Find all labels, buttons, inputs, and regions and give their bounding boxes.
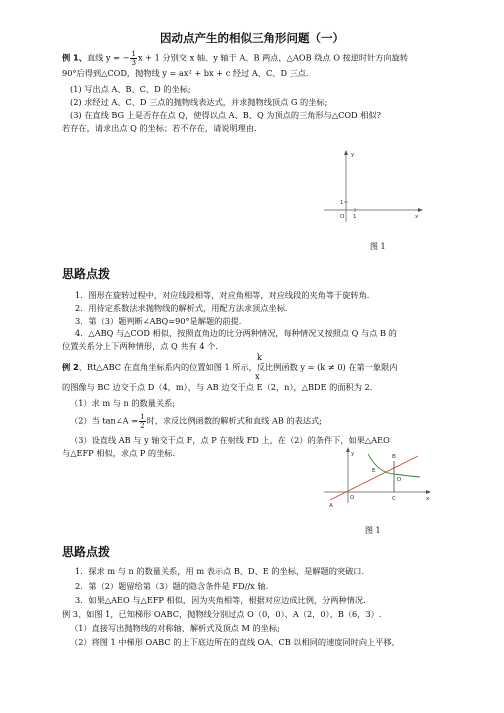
label-b: B <box>392 454 396 460</box>
label-a: A <box>329 503 333 509</box>
label-d: D <box>397 477 402 483</box>
tip-1-3: 3．第（3）题判断∠ABQ=90°是解题的前提. <box>75 316 242 326</box>
x-unit-label: 1 <box>353 214 357 220</box>
tip-2-2: 2．第（2）题留给第（3）题的隐含条件是 FD//x 轴. <box>75 581 269 591</box>
tips-heading-2: 思路点拨 <box>62 545 111 559</box>
y-axis-label: y <box>351 152 355 158</box>
example-1-question-2: (2) 求经过 A、C、D 三点的抛物线表达式，并求抛物线顶点 G 的坐标; <box>70 97 328 107</box>
y-axis-arrow-icon <box>344 150 348 155</box>
fraction-one-half: $\frac{1}{2}$ <box>140 413 145 430</box>
tip-1-4: 4．△ABQ 与△COD 相似，按照直角边的比分两种情况，每种情况又按照点 Q 与点 B 的 <box>75 328 397 338</box>
example-1-text-a: 直线 y = − <box>86 52 130 63</box>
example-2-k-numerator: k <box>257 352 262 362</box>
example-2-question-2: （2）当 tan∠A = $\frac{1}{2}$ 时，求反比例函数的解析式和直线 AB 的表达式; <box>70 413 322 430</box>
example-2-x-denominator: x <box>255 371 260 381</box>
example-3-line-1: 例 3、如图 1，已知梯形 OABC，抛物线分别过点 O（0，0）、A（2，0）、B（6，3）. <box>62 609 382 619</box>
example-1-question-1: (1) 写出点 A、B、C、D 的坐标; <box>70 84 191 94</box>
y-axis-arrow-icon <box>346 447 350 452</box>
example-2-label: 例 2 <box>62 362 79 372</box>
label-y: y <box>351 451 355 457</box>
tips-heading-1: 思路点拨 <box>62 267 111 281</box>
label-x: x <box>426 496 430 502</box>
example-1-text-b: x + 1 分别交 x 轴、y 轴于 A、B 两点，△AOB 绕点 O 按逆时针方向旋转 <box>137 52 409 63</box>
page-title: 因动点产生的相似三角形问题（一） <box>160 31 344 45</box>
origin-label: O <box>340 214 345 220</box>
figure-2-diagram <box>322 443 434 511</box>
example-1-question-3b: 若存在，请求出点 Q 的坐标；若不存在，请说明理由. <box>62 123 257 133</box>
example-3-question-1: （1）直接写出抛物线的对称轴、解析式及顶点 M 的坐标; <box>70 623 280 633</box>
example-2-question-1: （1）求 m 与 n 的数量关系; <box>70 398 176 408</box>
fraction-one-third: $\frac{1}{3}$ <box>131 50 136 67</box>
tip-2-1: 1．探求 m 与 n 的数量关系，用 m 表示点 B、D、E 的坐标，是解题的突破口. <box>75 566 365 576</box>
label-o: O <box>350 495 355 501</box>
label-e: E <box>372 468 376 474</box>
example-2-question-3b: 与△EFP 相似，求点 P 的坐标. <box>62 448 176 458</box>
x-axis-arrow-icon <box>418 208 423 212</box>
example-3-question-2: （2）将图 1 中梯形 OABC 的上下底边所在的直线 OA、CB 以相同的速度同时向上平移， <box>70 637 400 647</box>
example-1-line-2: 90°后得到△COD，抛物线 y = ax² + bx + c 经过 A、C、D 三点. <box>62 68 309 78</box>
example-2-text-b: (k ≠ 0) 在第一象限内 <box>317 362 398 372</box>
label-c: C <box>392 496 396 502</box>
example-1-label: 例 1、 <box>62 52 87 63</box>
example-2-text-a: 、Rt△ABC 在直角坐标系内的位置如图 1 所示，反比例函数 y = <box>78 362 318 372</box>
x-axis-label: x <box>415 214 419 220</box>
example-2-line-2: 的图像与 BC 边交于点 D（4，m），与 AB 边交于点 E（2，n），△BDE 的面积为 2. <box>62 382 373 392</box>
figure-2-caption: 图 1 <box>365 526 381 535</box>
example-1-line-1 <box>62 50 408 67</box>
tip-1-2: 2．用待定系数法求抛物线的解析式，用配方法求顶点坐标. <box>75 303 288 313</box>
tip-1-5: 位置关系分上下两种情形，点 Q 共有 4 个. <box>62 341 218 351</box>
tip-1-1: 1．图形在旋转过程中，对应线段相等，对应角相等，对应线段的夹角等于旋转角. <box>75 290 370 300</box>
example-2-question-3a: （3）设直线 AB 与 y 轴交于点 F，点 P 在射线 FD 上，在（2）的条件下，如果△AEO <box>70 435 390 445</box>
example-1-question-3a: (3) 在直线 BG 上是否存在点 Q，使得以点 A、B、Q 为顶点的三角形与△COD 相似? <box>70 110 381 120</box>
tip-2-3: 3．如果△AEO 与△EFP 相似，因为夹角相等，根据对应边成比例，分两种情况. <box>75 595 366 605</box>
example-2-line-1 <box>62 361 397 373</box>
figure-1-caption: 图 1 <box>370 242 386 251</box>
y-unit-label: 1 <box>340 200 344 206</box>
x-axis-arrow-icon <box>426 490 431 494</box>
figure-1-axes <box>322 148 426 224</box>
